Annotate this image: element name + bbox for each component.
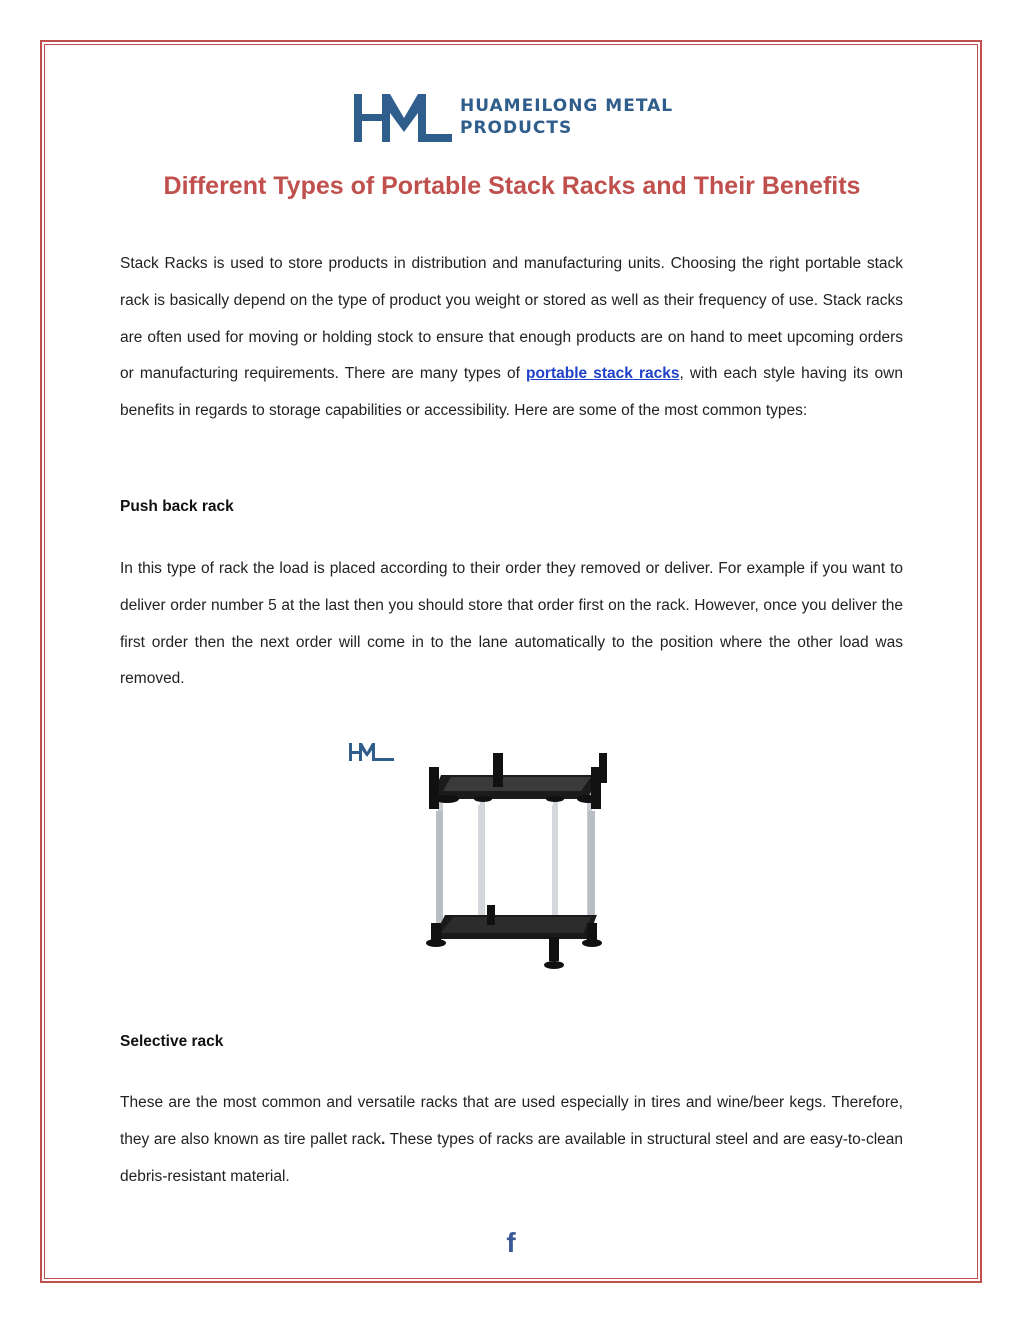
logo-wordmark bbox=[460, 95, 673, 139]
image-watermark-logo bbox=[349, 743, 394, 761]
portable-stack-racks-link[interactable]: portable stack racks bbox=[525, 365, 680, 383]
selective-text-end: These types of racks are available in structural steel and are easy-to-clean debris-resistant material. bbox=[120, 1130, 904, 1185]
logo-line-1: HUAMEILONG METAL bbox=[460, 96, 674, 116]
logo-line-2: PRODUCTS bbox=[460, 118, 573, 138]
section-body-selective bbox=[120, 1085, 903, 1195]
hml-logo-icon bbox=[352, 88, 452, 148]
page-title: Different Types of Portable Stack Racks and Their Benefits bbox=[163, 172, 861, 200]
facebook-icon[interactable]: f bbox=[506, 1227, 516, 1258]
selective-bold-period: . bbox=[380, 1130, 386, 1148]
stack-rack-illustration bbox=[335, 727, 691, 997]
intro-paragraph bbox=[120, 246, 903, 430]
company-logo bbox=[352, 88, 682, 148]
section-heading-push-back: Push back rack bbox=[120, 498, 234, 515]
selective-text-start: These are the most common and versatile racks that are used especially in tires and wine/beer kegs. Therefore, they are also known as tire pallet rack bbox=[120, 1094, 903, 1148]
intro-text-start: Stack Racks is used to store products in distribution and manufacturing units. Choosing the right portable stack rack is basically depend on the type of product you weight or stored as well as their frequency of use. Stack racks are often used for moving or holding stock to ensure that enough products are on hand to meet upcoming orders or manufacturing requirements. There are many types of bbox=[120, 255, 903, 383]
section-body-push-back: In this type of rack the load is placed according to their order they removed or deliver. For example if you want to deliver order number 5 at the last then you should store that order first on the rack. However, once you deliver the first order then the next order will come in to the lane automatically to the position where the other load was removed. bbox=[120, 560, 903, 688]
section-heading-selective: Selective rack bbox=[120, 1033, 224, 1050]
intro-text-end: , with each style having its own benefits in regards to storage capabilities or accessibility. Here are some of the most common types: bbox=[120, 365, 903, 420]
stack-rack-image bbox=[335, 727, 691, 997]
